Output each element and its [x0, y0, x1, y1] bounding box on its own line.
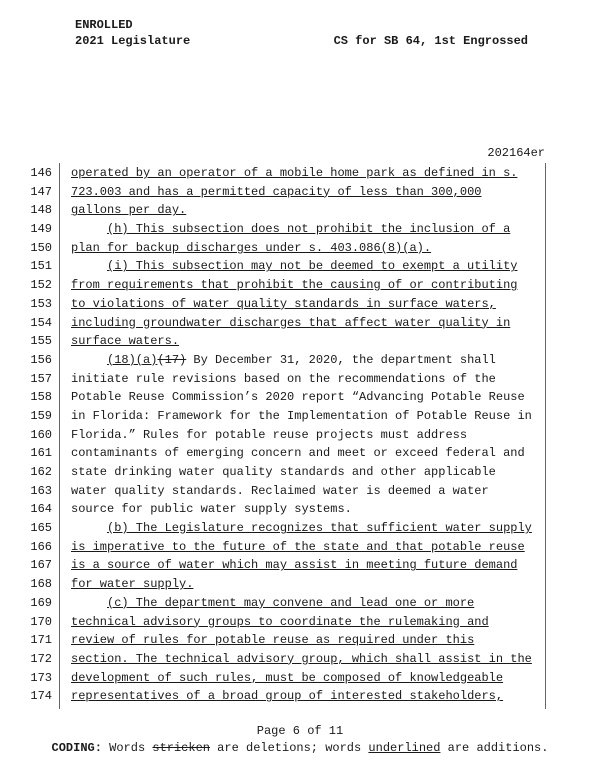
line-text [71, 669, 503, 688]
underlined-text: operated by an operator of a mobile home park as defined in s. [71, 166, 518, 180]
line-text [71, 482, 489, 501]
line-text [107, 220, 510, 239]
bill-id: 202164er [487, 146, 545, 160]
underlined-text: (18)(a) [107, 352, 158, 367]
line-number: 168 [30, 577, 52, 592]
text-line [0, 482, 600, 501]
underlined-text: representatives of a broad group of interested stakeholders, [71, 689, 504, 704]
line-number: 151 [30, 259, 52, 274]
line-text [71, 295, 496, 314]
text-line [0, 687, 600, 706]
plain-text: contaminants of emerging concern and meet or exceed federal and [71, 446, 525, 461]
underlined-text: (b) The Legislature recognizes that sufficient water supply [107, 521, 532, 536]
line-number: 162 [30, 465, 52, 479]
line-text [107, 594, 474, 613]
line-text [71, 183, 481, 202]
text-line [0, 426, 600, 445]
text-line [0, 388, 600, 407]
line-number: 148 [30, 203, 52, 218]
line-number: 166 [30, 539, 52, 554]
text-line [0, 631, 600, 650]
line-text [71, 164, 517, 183]
line-text [71, 631, 474, 650]
line-text [71, 370, 496, 389]
underlined-text: (c) The department may convene and lead one or more [107, 595, 475, 610]
bill-text-body [0, 164, 600, 706]
text-line [0, 538, 600, 557]
line-number: 172 [30, 651, 52, 666]
text-line [0, 351, 600, 370]
line-text [107, 257, 517, 276]
line-number: 149 [30, 222, 52, 237]
line-number: 171 [30, 633, 52, 648]
line-text [71, 276, 517, 295]
coding-legend [0, 741, 600, 755]
enrolled-label: ENROLLED [75, 18, 133, 32]
line-text [71, 687, 503, 706]
line-number: 153 [30, 296, 52, 311]
line-number: 152 [30, 278, 52, 293]
text-line [0, 201, 600, 220]
line-text [71, 314, 510, 333]
coding-text-2: are deletions; words [209, 741, 369, 755]
text-line [0, 220, 600, 239]
text-line [0, 500, 600, 519]
line-number: 155 [30, 334, 52, 349]
line-text [71, 538, 525, 557]
line-number: 165 [30, 521, 52, 536]
line-number: 156 [30, 352, 52, 367]
underlined-text: (h) This subsection does not prohibit the inclusion of a [107, 222, 511, 237]
line-number: 174 [30, 689, 52, 704]
line-text [71, 575, 193, 594]
text-line [0, 613, 600, 632]
coding-underlined: underlined [368, 741, 441, 755]
line-text [71, 613, 489, 632]
line-text [71, 388, 525, 407]
underlined-text: is imperative to the future of the state and that potable reuse [71, 539, 525, 554]
line-number: 150 [30, 240, 52, 255]
text-line [0, 519, 600, 538]
line-text [71, 650, 532, 669]
underlined-text: surface waters. [71, 334, 180, 349]
plain-text: water quality standards. Reclaimed water is deemed a water [71, 483, 489, 498]
line-text [71, 444, 525, 463]
text-line [0, 276, 600, 295]
line-number: 146 [30, 166, 52, 180]
line-text [71, 332, 179, 351]
coding-label: CODING: [51, 741, 102, 755]
underlined-text: including groundwater discharges that affect water quality in [71, 315, 511, 330]
underlined-text: review of rules for potable reuse as required under this [71, 633, 475, 648]
line-text [71, 201, 186, 220]
line-text [71, 239, 431, 258]
line-number: 160 [30, 427, 52, 442]
underlined-text: is a source of water which may assist in meeting future demand [71, 558, 518, 573]
underlined-text: technical advisory groups to coordinate the rulemaking and [71, 614, 489, 629]
coding-stricken: stricken [152, 741, 210, 755]
line-number: 161 [30, 446, 52, 461]
underlined-text: plan for backup discharges under s. 403.086(8)(a). [71, 240, 432, 255]
text-line [0, 257, 600, 276]
underlined-text: development of such rules, must be composed of knowledgeable [71, 670, 504, 685]
text-line [0, 444, 600, 463]
line-text [107, 351, 496, 370]
underlined-text: section. The technical advisory group, which shall assist in the [71, 651, 532, 666]
underlined-text: gallons per day. [71, 203, 187, 218]
line-number: 159 [30, 408, 52, 423]
stricken-text: (17) [157, 352, 187, 367]
line-number: 147 [30, 184, 52, 199]
line-number: 157 [30, 371, 52, 386]
coding-text-3: are additions. [440, 741, 549, 755]
line-number: 158 [30, 390, 52, 405]
line-number: 169 [30, 595, 52, 610]
line-text [71, 463, 496, 482]
underlined-text: 723.003 and has a permitted capacity of less than 300,000 [71, 184, 482, 199]
plain-text: initiate rule revisions based on the recommendations of the [71, 371, 496, 386]
plain-text: state drinking water quality standards and other applicable [71, 465, 496, 479]
underlined-text: from requirements that prohibit the causing of or contributing [71, 278, 518, 293]
legislature-label: 2021 Legislature [75, 34, 191, 48]
page-number: Page 6 of 11 [256, 724, 344, 738]
text-line [0, 295, 600, 314]
plain-text: Florida.” Rules for potable reuse projects must address [71, 427, 468, 442]
bill-title: CS for SB 64, 1st Engrossed [333, 34, 528, 48]
text-line [0, 463, 600, 482]
text-line [0, 239, 600, 258]
text-line [0, 164, 600, 183]
underlined-text: to violations of water quality standards in surface waters, [71, 296, 496, 311]
text-line [0, 650, 600, 669]
plain-text: source for public water supply systems. [71, 502, 352, 517]
line-text [71, 500, 352, 519]
text-line [0, 370, 600, 389]
line-number: 170 [30, 614, 52, 629]
line-number: 167 [30, 558, 52, 573]
line-number: 154 [30, 315, 52, 330]
line-text [71, 407, 532, 426]
underlined-text: for water supply. [71, 577, 194, 592]
text-line [0, 314, 600, 333]
line-text [107, 519, 532, 538]
plain-text: in Florida: Framework for the Implementation of Potable Reuse in [71, 408, 532, 423]
text-line [0, 575, 600, 594]
line-number: 173 [30, 670, 52, 685]
text-line [0, 669, 600, 688]
text-line [0, 556, 600, 575]
line-text [71, 556, 517, 575]
text-line [0, 407, 600, 426]
plain-text: Potable Reuse Commission’s 2020 report “Advancing Potable Reuse [71, 390, 525, 405]
underlined-text: (i) This subsection may not be deemed to exempt a utility [107, 259, 518, 274]
text-line [0, 183, 600, 202]
coding-text-1: Words [101, 741, 153, 755]
text-line [0, 594, 600, 613]
text-line [0, 332, 600, 351]
line-number: 164 [30, 502, 52, 517]
line-number: 163 [30, 483, 52, 498]
plain-text: By December 31, 2020, the department shall [186, 352, 496, 367]
line-text [71, 426, 467, 445]
